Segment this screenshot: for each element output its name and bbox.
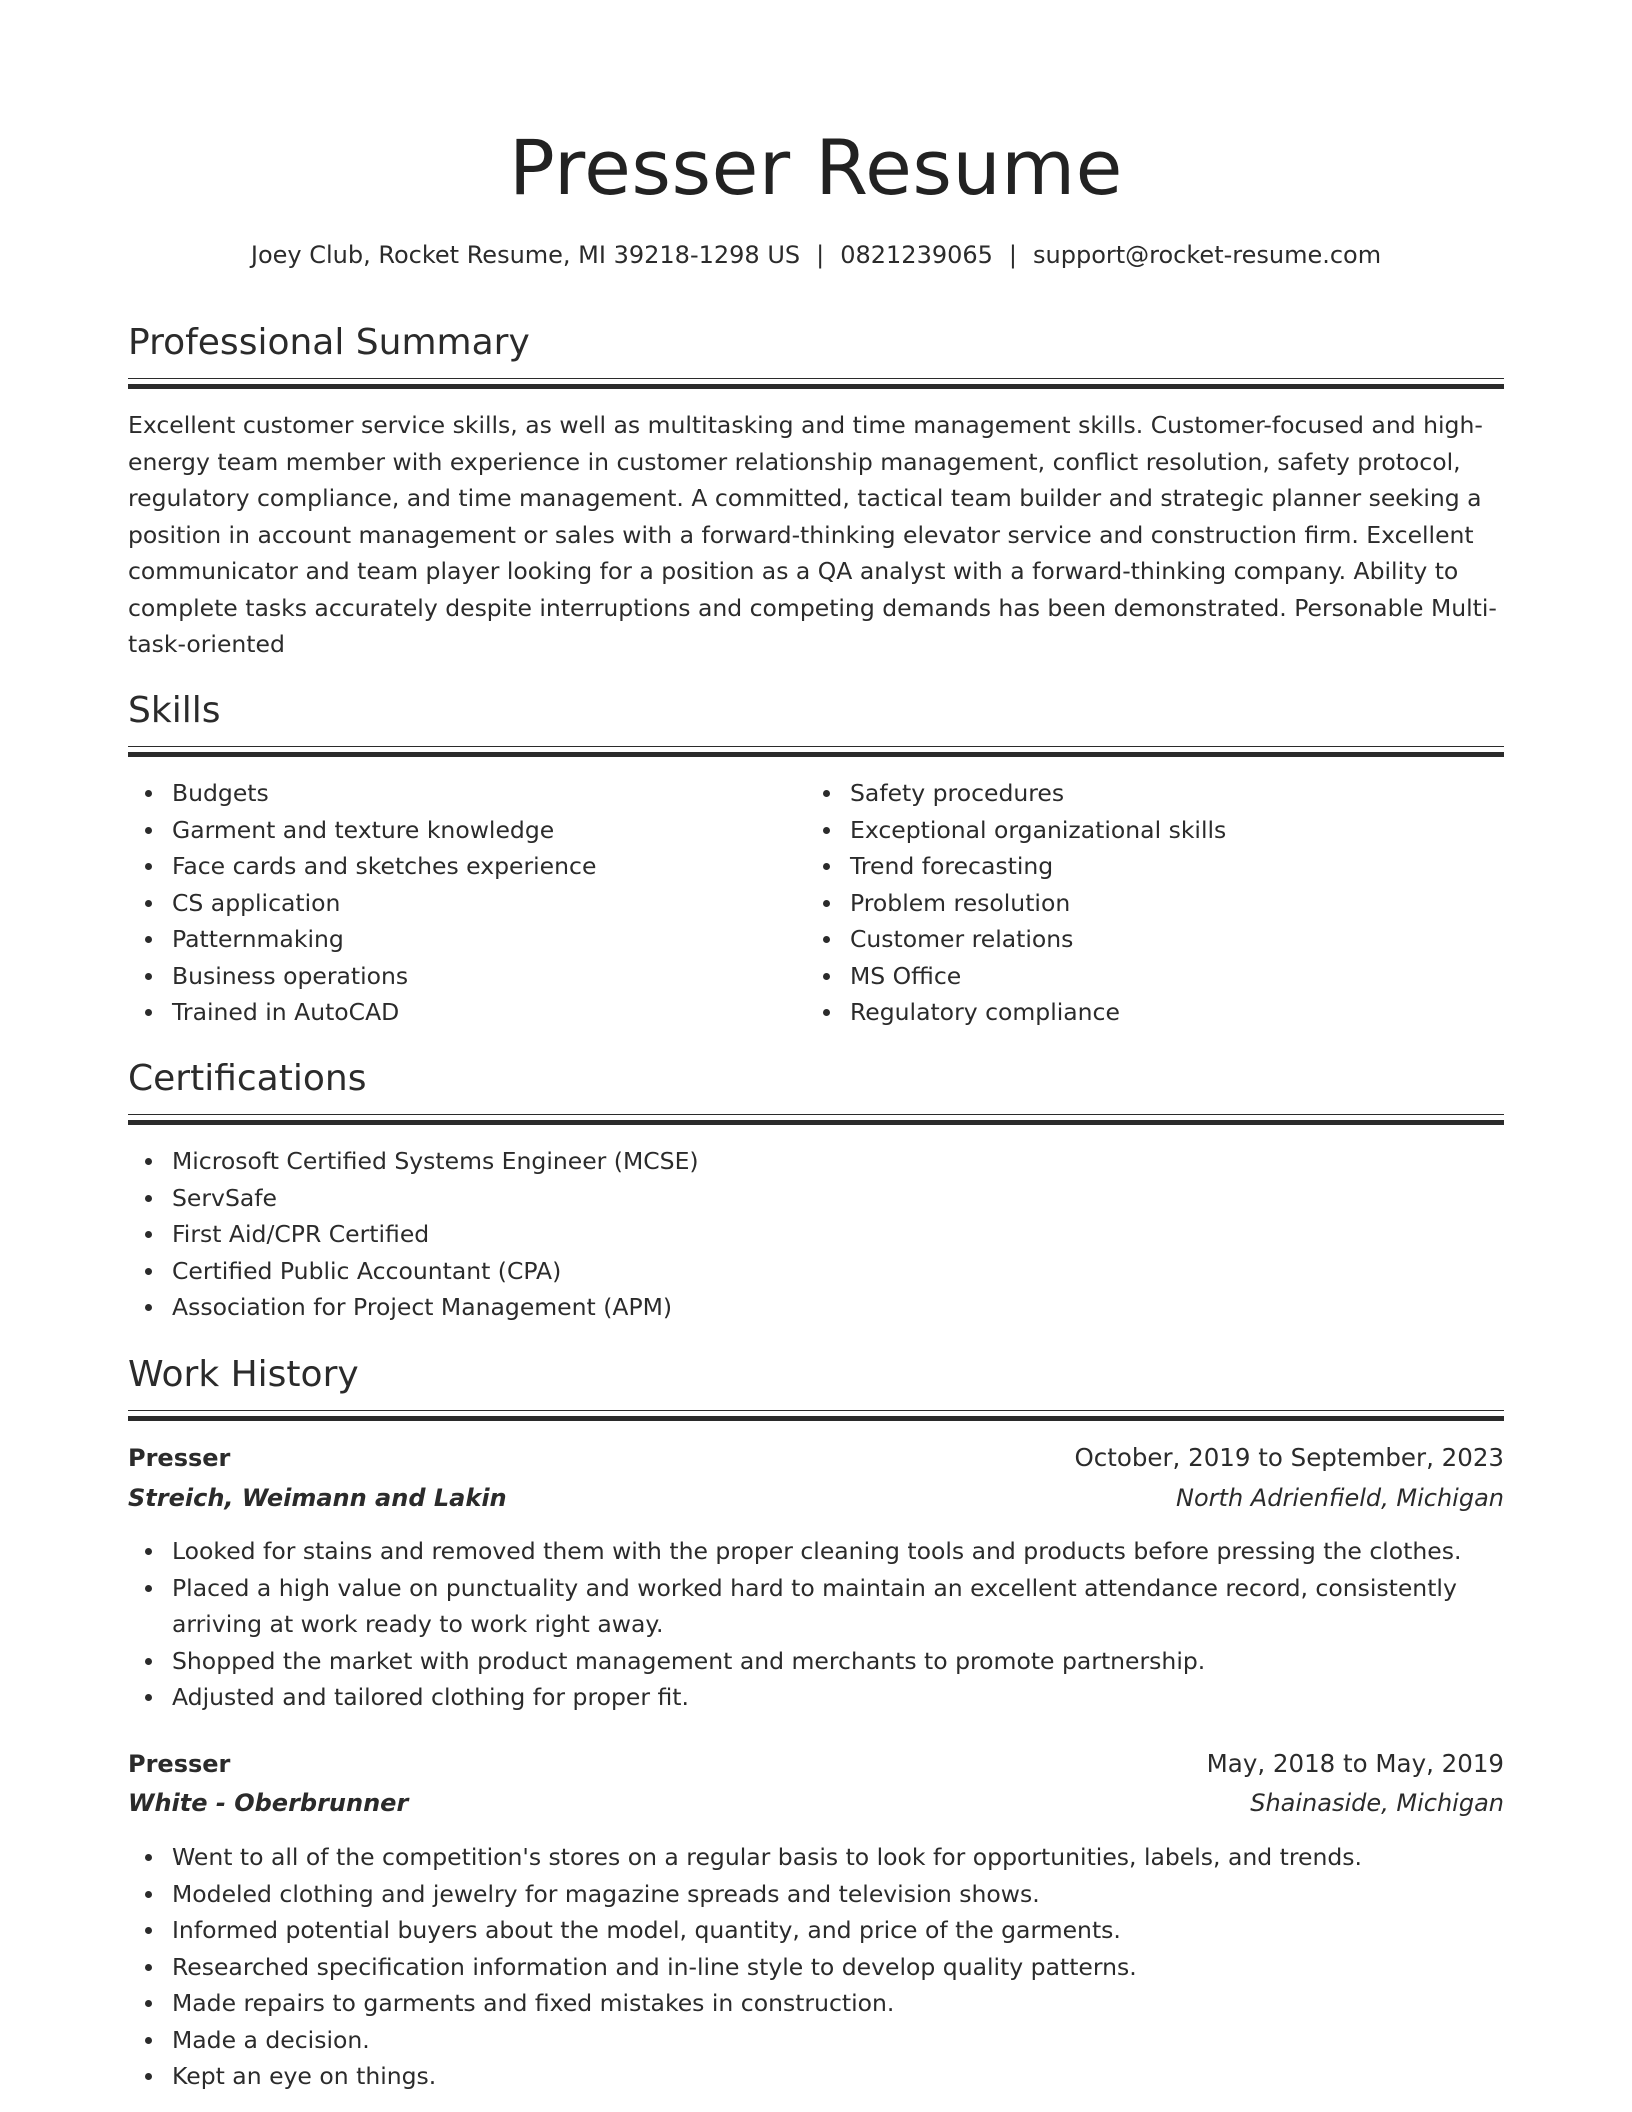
job-bullet: Kept an eye on things.	[172, 2058, 1504, 2095]
certification-item: Certified Public Accountant (CPA)	[172, 1253, 1504, 1290]
summary-line: Excellent customer service skills, as well as multitasking and time management skills. Customer-focused and high-	[128, 411, 1483, 439]
job-header	[128, 1440, 1504, 1476]
job-company: Streich, Weimann and Lakin	[128, 1484, 507, 1512]
skill-item: Budgets	[172, 775, 802, 812]
job-location: Shainaside, Michigan	[1250, 1789, 1504, 1817]
skill-item: Safety procedures	[850, 775, 1500, 812]
skill-item: Problem resolution	[850, 885, 1500, 922]
certification-item: Microsoft Certified Systems Engineer (MCSE)	[172, 1143, 1504, 1180]
work-history-heading: Work History	[128, 1354, 359, 1395]
contact-email: support@rocket-resume.com	[1033, 241, 1382, 269]
section-divider	[128, 1410, 1504, 1421]
contact-line	[128, 238, 1504, 272]
skill-item: Garment and texture knowledge	[172, 812, 802, 849]
certifications-list	[128, 1143, 1504, 1326]
summary-text	[128, 407, 1504, 663]
skill-item: CS application	[172, 885, 802, 922]
job-bullet: Placed a high value on punctuality and worked hard to maintain an excellent attendance record, consistently arriving at work ready to work right away.	[172, 1570, 1504, 1643]
skills-list-left	[128, 775, 802, 1031]
resume-name: Presser Resume	[509, 123, 1123, 212]
job-bullet: Went to all of the competition's stores on a regular basis to look for opportunities, labels, and trends.	[172, 1839, 1504, 1876]
contact-address: Joey Club, Rocket Resume, MI 39218-1298 US	[250, 241, 801, 269]
job-bullet: Made a decision.	[172, 2022, 1504, 2059]
job-company: White - Oberbrunner	[128, 1789, 409, 1817]
job-bullets	[128, 1533, 1504, 1716]
job-subheader	[128, 1480, 1504, 1516]
job-bullet: Informed potential buyers about the model, quantity, and price of the garments.	[172, 1912, 1504, 1949]
section-divider	[128, 378, 1504, 389]
certification-item: Association for Project Management (APM)	[172, 1289, 1504, 1326]
summary-line: energy team member with experience in customer relationship management, conflict resolution, safety protocol,	[128, 447, 1461, 476]
section-divider	[128, 1114, 1504, 1125]
skill-item: Exceptional organizational skills	[850, 812, 1500, 849]
summary-line: complete tasks accurately despite interruptions and competing demands has been demonstrated. Personable Multi-	[128, 593, 1497, 622]
job-bullet: Adjusted and tailored clothing for proper fit.	[172, 1679, 1504, 1716]
job-dates: October, 2019 to September, 2023	[1074, 1443, 1504, 1472]
skill-item: Customer relations	[850, 921, 1500, 958]
job-bullet: Shopped the market with product management and merchants to promote partnership.	[172, 1643, 1504, 1680]
skill-item: Patternmaking	[172, 921, 802, 958]
job-title: Presser	[128, 1750, 231, 1778]
skill-item: Regulatory compliance	[850, 994, 1500, 1031]
job-bullet: Made repairs to garments and fixed mistakes in construction.	[172, 1985, 1504, 2022]
skills-heading: Skills	[128, 690, 221, 731]
job-title: Presser	[128, 1444, 231, 1472]
summary-line: communicator and team player looking for a position as a QA analyst with a forward-thinking company. Ability to	[128, 557, 1459, 585]
summary-line: task-oriented	[128, 630, 285, 658]
job-header	[128, 1746, 1504, 1782]
job-location: North Adrienfield, Michigan	[1176, 1484, 1504, 1512]
certification-item: ServSafe	[172, 1180, 1504, 1217]
skill-item: MS Office	[850, 958, 1500, 995]
contact-separator: |	[1008, 241, 1018, 269]
certification-item: First Aid/CPR Certified	[172, 1216, 1504, 1253]
skill-item: Business operations	[172, 958, 802, 995]
job-dates: May, 2018 to May, 2019	[1206, 1749, 1504, 1778]
skill-item: Trend forecasting	[850, 848, 1500, 885]
summary-line: position in account management or sales with a forward-thinking elevator service and construction firm. Excellent	[128, 520, 1474, 549]
certifications-heading: Certifications	[128, 1058, 367, 1099]
job-subheader	[128, 1785, 1504, 1821]
skill-item: Trained in AutoCAD	[172, 994, 802, 1031]
job-bullet: Looked for stains and removed them with the proper cleaning tools and products before pressing the clothes.	[172, 1533, 1504, 1570]
summary-heading: Professional Summary	[128, 322, 530, 363]
contact-phone: 0821239065	[840, 241, 993, 269]
skills-list-right	[806, 775, 1500, 1031]
job-bullets	[128, 1839, 1504, 2095]
job-bullet: Researched specification information and in-line style to develop quality patterns.	[172, 1949, 1504, 1986]
job-bullet: Modeled clothing and jewelry for magazine spreads and television shows.	[172, 1876, 1504, 1913]
summary-line: regulatory compliance, and time management. A committed, tactical team builder and strategic planner seeking a	[128, 484, 1482, 512]
contact-separator: |	[816, 241, 825, 269]
section-divider	[128, 746, 1504, 757]
skill-item: Face cards and sketches experience	[172, 848, 802, 885]
